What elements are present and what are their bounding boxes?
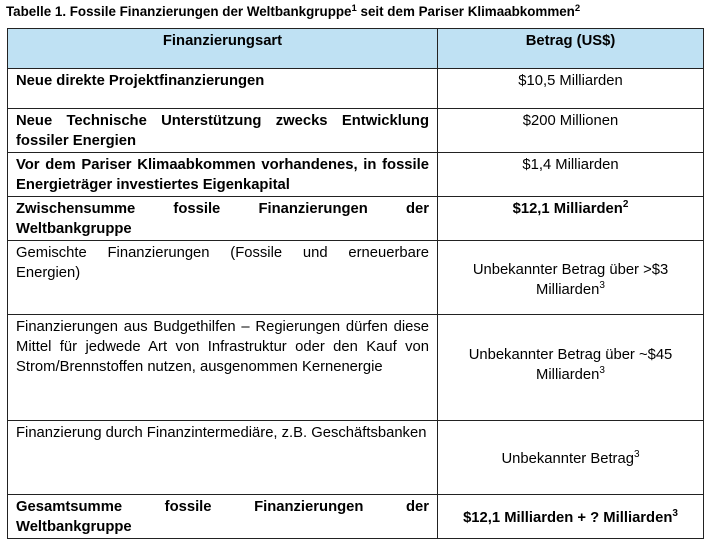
amount-text: $10,5 Milliarden	[518, 73, 623, 89]
table-row	[8, 241, 704, 315]
row-type: Gesamtsumme fossile Finanzierungen der Weltbankgruppe	[8, 495, 438, 539]
table-row	[8, 495, 704, 539]
row-type: Zwischensumme fossile Finanzierungen der Weltbankgruppe	[8, 197, 438, 241]
row-type: Neue Technische Unterstützung zwecks Entwicklung fossiler Energien	[8, 109, 438, 153]
header-amount: Betrag (US$)	[438, 29, 704, 69]
amount-text: $200 Millionen	[522, 113, 619, 129]
row-amount	[438, 153, 704, 197]
row-type: Finanzierungen aus Budgethilfen – Regierungen dürfen diese Mittel für jedwede Art von Infrastruktur oder den Kauf von Strom/Brennstoffen nutzen, ausgenommen Kernenergie	[8, 315, 438, 421]
table-row	[8, 153, 704, 197]
table-row	[8, 197, 704, 241]
row-amount	[438, 69, 704, 109]
amount-text: Unbekannter Betrag	[501, 450, 634, 467]
amount-text: Unbekannter Betrag über ~$45 Milliarden	[468, 347, 673, 383]
amount-text: $1,4 Milliarden	[522, 157, 619, 173]
row-type: Vor dem Pariser Klimaabkommen vorhandenes, in fossile Energieträger investiertes Eigenkapital	[8, 153, 438, 197]
row-amount	[438, 241, 704, 315]
row-amount	[438, 421, 704, 495]
caption-footnote-1: 1	[351, 3, 357, 14]
table-row	[8, 315, 704, 421]
row-type: Finanzierung durch Finanzintermediäre, z.B. Geschäftsbanken	[8, 421, 438, 495]
row-type: Neue direkte Projektfinanzierungen	[8, 69, 438, 109]
caption-text-a: Tabelle 1. Fossile Finanzierungen der Weltbankgruppe	[6, 4, 352, 19]
amount-footnote: 2	[622, 199, 629, 210]
row-amount	[438, 315, 704, 421]
caption-text-b: seit dem Pariser Klimaabkommen	[356, 4, 575, 19]
header-financing-type: Finanzierungsart	[8, 29, 438, 69]
table-row	[8, 69, 704, 109]
amount-footnote: 3	[633, 448, 640, 460]
row-amount	[438, 495, 704, 539]
table-caption	[6, 3, 580, 19]
caption-footnote-2: 2	[574, 3, 581, 14]
amount-text: Unbekannter Betrag über >$3 Milliarden	[472, 261, 669, 298]
row-amount	[438, 197, 704, 241]
table-row	[8, 421, 704, 495]
financing-table	[7, 28, 704, 539]
table-header-row	[8, 29, 704, 69]
table-row	[8, 109, 704, 153]
amount-text: $12,1 Milliarden	[512, 201, 623, 217]
row-amount	[438, 109, 704, 153]
amount-footnote: 3	[672, 507, 678, 519]
amount-text: $12,1 Milliarden + ? Milliarden	[463, 509, 673, 526]
amount-footnote: 3	[599, 365, 605, 376]
amount-footnote: 3	[599, 279, 605, 291]
row-type: Gemischte Finanzierungen (Fossile und erneuerbare Energien)	[8, 241, 438, 315]
